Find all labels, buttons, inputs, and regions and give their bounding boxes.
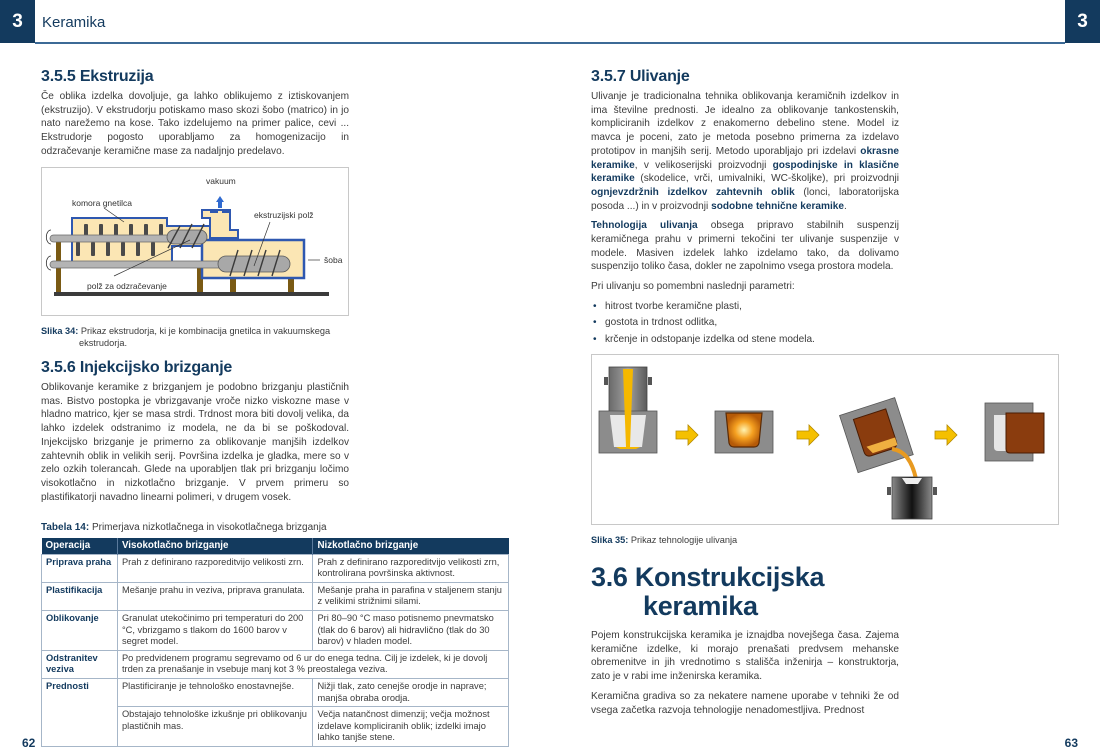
machine-base bbox=[54, 292, 329, 296]
label-vacuum: vakuum bbox=[206, 176, 236, 186]
section-paragraph: Pojem konstrukcijska keramika je iznajdba novejšega časa. Zajema keramične izdelke, ki morajo prenašati predvsem mehanske obremenitve in jih vrednotimo s stališča inženirja – konstruktorja, zato je v rabi ime inženirska keramika. bbox=[591, 630, 899, 683]
chapter-number-badge-right: 3 bbox=[1065, 0, 1100, 43]
text-run: . bbox=[844, 200, 847, 212]
table-caption-text: Primerjava nizkotlačnega in visokotlačnega brizganja bbox=[91, 522, 327, 533]
vacuum-arrow-icon bbox=[216, 196, 224, 208]
running-title: Keramika bbox=[42, 14, 106, 31]
low-pressure-cell: Nižji tlak, zato cenejše orodje in naprave; manjša obraba orodja. bbox=[313, 678, 509, 706]
low-pressure-cell: Pri 80–90 °C maso potisnemo pnevmatsko (tlak do 6 barov) ali hidravlično (tlak do 30 barov) v hladen model. bbox=[313, 610, 509, 650]
table-row bbox=[42, 554, 509, 582]
label-kneader-chamber: komora gnetilca bbox=[72, 198, 133, 208]
header-rule-left bbox=[35, 42, 550, 44]
low-pressure-cell: Mešanje praha in parafina v staljenem stanju z velikimi strižnimi silami. bbox=[313, 582, 509, 610]
table-caption-label: Tabela 14: bbox=[41, 522, 90, 533]
text-run: Ulivanje je tradicionalna tehnika oblikovanja keramičnih izdelkov in ima številne prednosti. Je idealno za oblikovanje tankostenskih, kompliciranih izdelkov z enakomerno debelino stene. Model iz mavca je poceni, zato je metoda posebno primerna za izdelavo prototipov in manjših serij. Metodo uporabljajo pri izdelavi bbox=[591, 91, 899, 157]
section-paragraph: Če oblika izdelka dovoljuje, ga lahko oblikujemo z iztiskovanjem (ekstruzijo). V ekstrudorju potiskamo maso skozi šobo (matrico) in jo nato narežemo na kose. Tako izdelujemo na primer palice, cevi ... Ekstrudorje pogosto uporabljamo za homogenizacijo in odzračevanje keramične mase za nadaljnjo predelavo. bbox=[41, 91, 349, 157]
caption-label: Slika 35: bbox=[591, 535, 629, 545]
low-pressure-cell: Prah z definirano razporeditvijo velikosti zrn, kontrolirana površinska aktivnost. bbox=[313, 554, 509, 582]
figure-34-caption bbox=[41, 325, 349, 349]
column-header: Visokotlačno brizganje bbox=[117, 538, 313, 554]
high-pressure-cell: Prah z definirano razporeditvijo velikosti zrn. bbox=[117, 554, 313, 582]
extruder-diagram bbox=[42, 168, 348, 315]
chapter-section-title bbox=[591, 563, 899, 621]
list-item: • krčenje in odstopanje izdelka od stene modela. bbox=[591, 332, 899, 349]
slip-casting-diagram bbox=[592, 355, 1058, 524]
page-number-right: 63 bbox=[1064, 736, 1078, 750]
title-line-1: 3.6 Konstrukcijska bbox=[591, 562, 825, 592]
table-row bbox=[42, 678, 509, 706]
high-pressure-cell: Obstajajo tehnološke izkušnje pri oblikovanju plastičnih mas. bbox=[117, 707, 313, 747]
operation-cell: Priprava praha bbox=[42, 554, 118, 582]
caption-text: Prikaz ekstrudorja, ki je kombinacija gnetilca in vakuumskega bbox=[80, 326, 331, 336]
list-item: • gostota in trdnost odlitka, bbox=[591, 315, 899, 332]
section-paragraph bbox=[591, 219, 899, 274]
high-pressure-cell: Granulat utekočinimo pri temperaturi do 200 °C, vbrizgamo s tlakom do 1600 barov v segret model. bbox=[117, 610, 313, 650]
emphasis-text: okrasne keramike bbox=[591, 145, 899, 171]
table-row bbox=[42, 582, 509, 610]
section-ulivanje bbox=[591, 68, 899, 348]
process-arrow-icon bbox=[935, 425, 957, 445]
table-header-row bbox=[42, 538, 509, 554]
section-paragraph: Pri ulivanju so pomembni naslednji parametri: bbox=[591, 281, 795, 293]
process-arrow-icon bbox=[797, 425, 819, 445]
section-title: 3.5.7 Ulivanje bbox=[591, 68, 690, 85]
label-deaeration-screw: polž za odzračevanje bbox=[87, 281, 167, 291]
operation-cell: Prednosti bbox=[42, 678, 118, 746]
emphasis-text: sodobne tehnične keramike bbox=[711, 200, 845, 212]
section-paragraph: Keramična gradiva so za nekatere namene uporabe v tehniki že od vsega začetka razvoja tehnologije nenadomestljiva. Prednost bbox=[591, 690, 899, 716]
emphasis-text: gospodinjske in klasične keramike bbox=[591, 159, 899, 185]
deaeration-screw bbox=[167, 230, 207, 244]
operation-cell: Odstranitev veziva bbox=[42, 650, 118, 678]
parameter-list bbox=[591, 299, 899, 349]
text-run: (skodelice, vrči, umivalniki, WC-školjke), pri proizvodnji bbox=[634, 173, 899, 185]
injection-comparison-table bbox=[41, 538, 509, 747]
table-14-caption bbox=[41, 522, 509, 534]
title-line-2: keramika bbox=[643, 591, 758, 621]
column-header: Nizkotlačno brizganje bbox=[313, 538, 509, 554]
label-extrusion-screw: ekstruzijski polž bbox=[254, 210, 314, 220]
emphasis-text: Tehnologija ulivanja bbox=[591, 220, 698, 232]
step-3-draining bbox=[840, 398, 937, 519]
page-number-left: 62 bbox=[22, 736, 36, 750]
process-arrow-icon bbox=[676, 425, 698, 445]
section-title: 3.5.5 Ekstruzija bbox=[41, 68, 154, 85]
step-1-pouring bbox=[599, 367, 657, 453]
header-rule-right bbox=[550, 42, 1065, 44]
low-pressure-cell: Večja natančnost dimenzij; večja možnost izdelave kompliciranih oblik; izdelki imajo lahko tanjše stene. bbox=[313, 707, 509, 747]
section-konstrukcijska-keramika bbox=[591, 563, 899, 717]
comparison-table-wrap bbox=[41, 538, 509, 747]
figure-slip-casting bbox=[591, 354, 1059, 525]
lower-shaft bbox=[50, 261, 230, 268]
table-row bbox=[42, 650, 509, 678]
caption-text-continued: ekstrudorja. bbox=[79, 338, 128, 348]
section-paragraph bbox=[591, 90, 899, 213]
list-item: • hitrost tvorbe keramične plasti, bbox=[591, 299, 899, 316]
machine-leg bbox=[230, 278, 236, 292]
operation-cell: Plastifikacija bbox=[42, 582, 118, 610]
figure-extruder bbox=[41, 167, 349, 316]
section-paragraph: Oblikovanje keramike z brizganjem je podobno brizganju plastičnih mas. Bistvo postopka je vbrizgavanje vroče nizko viskozne mase v hladno matrico, kjer se masa strdi. Trdnost mora biti dovolj velika, da lahko izdelek odstranimo iz modela, ne da bi se poškodoval. Injekcijsko brizganje je primerno za oblikovanje manjših izdelkov zahtevnih oblik in velikih serij. Površina izdelka je gladka, mere so v zelo ozkih tolerancah. Glede na uporabljen tlak pri brizganju ločimo visokotlačno in nizkotlačno brizganje. V prvem primeru so plastifikatorji navadno linearni polimeri, v drugem vosek. bbox=[41, 382, 349, 503]
figure-35-caption bbox=[591, 534, 1059, 546]
machine-leg bbox=[288, 278, 294, 292]
step-2-filled-mold bbox=[715, 411, 773, 453]
column-header: Operacija bbox=[42, 538, 118, 554]
section-ekstruzija bbox=[41, 68, 349, 159]
table-row bbox=[42, 610, 509, 650]
step-4-demolding bbox=[985, 403, 1044, 461]
emphasis-text: ognjevzdržnih izdelkov zahtevnih oblik bbox=[591, 186, 795, 198]
merged-cell: Po predvidenem programu segrevamo od 6 ur do enega tedna. Cilj je izdelek, ki je dovolj trden za prenašanje in vsebuje manj kot 3 % preostalega veziva. bbox=[117, 650, 508, 678]
section-title: 3.5.6 Injekcijsko brizganje bbox=[41, 359, 233, 376]
section-injekcijsko-brizganje bbox=[41, 359, 349, 504]
text-run: , v velikoserijski proizvodnji bbox=[634, 159, 773, 171]
caption-label: Slika 34: bbox=[41, 326, 79, 336]
caption-text: Prikaz tehnologije ulivanja bbox=[630, 535, 738, 545]
operation-cell: Oblikovanje bbox=[42, 610, 118, 650]
extrusion-screw bbox=[218, 256, 290, 272]
high-pressure-cell: Mešanje prahu in veziva, priprava granulata. bbox=[117, 582, 313, 610]
chapter-number-badge-left: 3 bbox=[0, 0, 35, 43]
text-run: obsega pripravo stabilnih suspenzij keramičnega prahu v primerni tekočini ter ulivanje suspenzije v modele. Masiven izdelek lahko izdelamo tako, da dolivamo suspenzijo toliko časa, dokler ne zapolnimo vsega prostora modela. bbox=[591, 220, 899, 273]
text-run: (lonci, laboratorijska posoda ...) in v proizvodnji bbox=[591, 186, 899, 212]
high-pressure-cell: Plastificiranje je tehnološko enostavnejše. bbox=[117, 678, 313, 706]
label-nozzle: šoba bbox=[324, 255, 343, 265]
